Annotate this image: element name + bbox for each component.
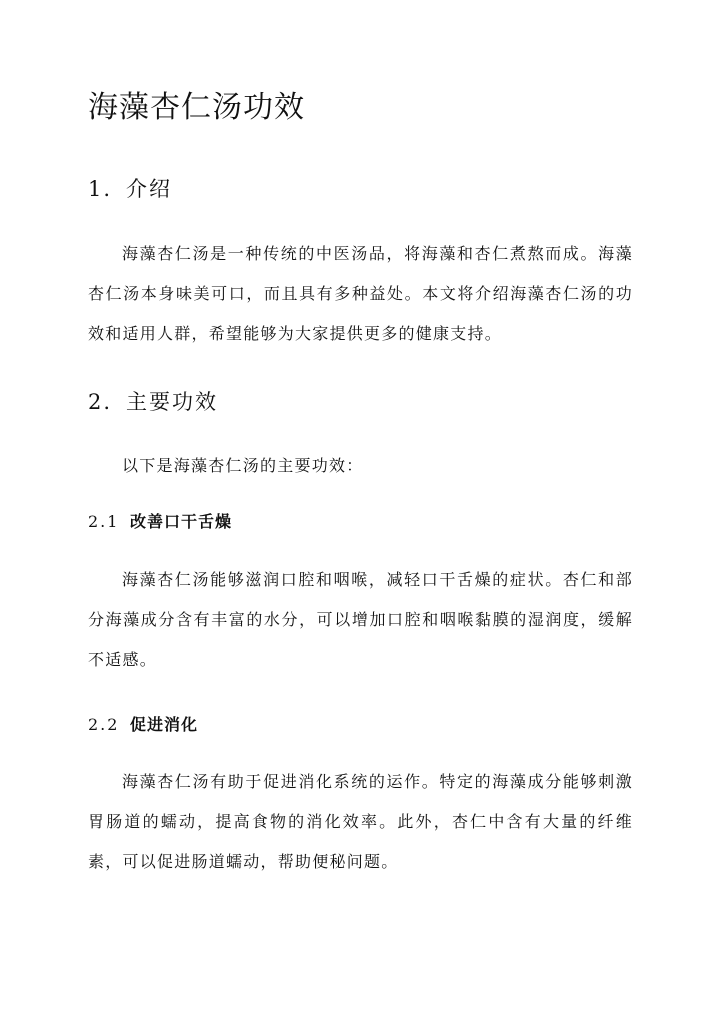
section-title: 介绍 <box>126 177 172 201</box>
dry-mouth-paragraph: 海藻杏仁汤能够滋润口腔和咽喉，减轻口干舌燥的症状。杏仁和部分海藻成分含有丰富的水分，可以增加口腔和咽喉黏膜的湿润度，缓解不适感。 <box>88 570 633 669</box>
section-number: 2. <box>88 390 113 414</box>
section-title: 主要功效 <box>126 390 218 414</box>
intro-paragraph: 海藻杏仁汤是一种传统的中医汤品，将海藻和杏仁煮熬而成。海藻杏仁汤本身味美可口，而且具有多种益处。本文将介绍海藻杏仁汤的功效和适用人群，希望能够为大家提供更多的健康支持。 <box>88 244 633 343</box>
subsection-heading-dry-mouth <box>88 510 232 534</box>
subsection-heading-digestion <box>88 713 198 737</box>
subsection-title: 促进消化 <box>130 715 199 734</box>
subsection-number: 2.1 <box>88 512 120 531</box>
section-heading-main-effects <box>88 387 218 417</box>
document-title: 海藻杏仁汤功效 <box>88 90 305 125</box>
main-effects-intro-paragraph: 以下是海藻杏仁汤的主要功效： <box>122 456 364 475</box>
section-number: 1. <box>88 177 113 201</box>
section-heading-intro <box>88 174 172 204</box>
digestion-paragraph: 海藻杏仁汤有助于促进消化系统的运作。特定的海藻成分能够刺激胃肠道的蠕动，提高食物的消化效率。此外，杏仁中含有大量的纤维素，可以促进肠道蠕动，帮助便秘问题。 <box>88 772 633 871</box>
subsection-title: 改善口干舌燥 <box>130 512 233 531</box>
subsection-number: 2.2 <box>88 715 120 734</box>
